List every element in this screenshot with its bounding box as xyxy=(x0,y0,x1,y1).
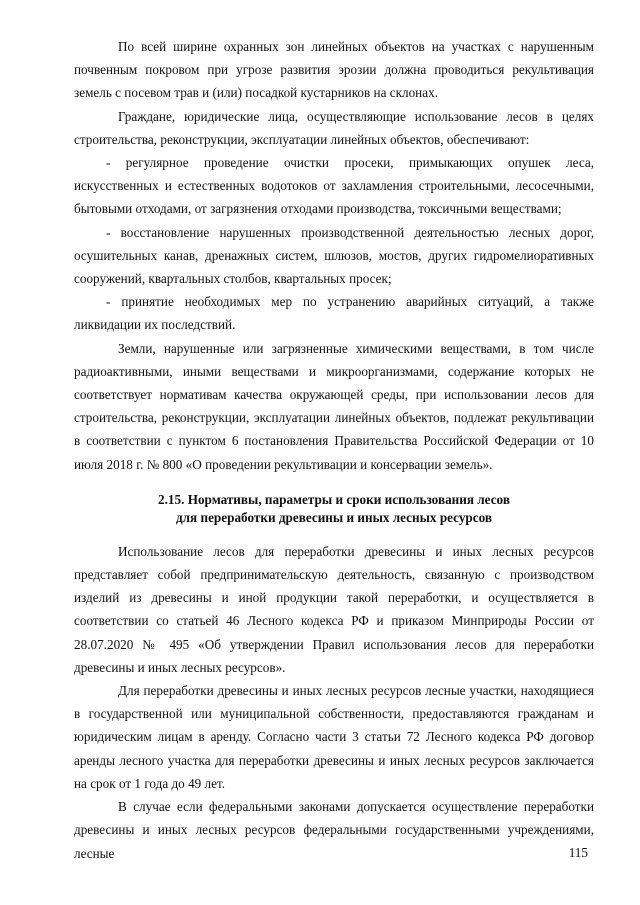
paragraph-citizens-obligations: Граждане, юридические лица, осуществляющие использование лесов в целях строительства, реконструкции, эксплуатации линейных объектов, обеспечивают: xyxy=(74,108,594,147)
section-heading-line-1: 2.15. Нормативы, параметры и сроки использования лесов xyxy=(158,491,510,507)
paragraph-lease-terms: Для переработки древесины и иных лесных ресурсов лесные участки, находящиеся в государственной или муниципальной собственности, предоставляются гражданам и юридическим лицам в аренду. Согласно части 3 статьи 72 Лесного кодекса РФ договор аренды лесного участка для переработки древесины и иных лесных ресурсов заключается на срок от 1 года до 49 лет. xyxy=(74,683,594,791)
paragraph-contaminated-lands: Земли, нарушенные или загрязненные химическими веществами, в том числе радиоактивными, иными веществами и микроорганизмами, содержание которых не соответствует нормативам качества окружающей среды, при использовании лесов для строительства, реконструкции, эксплуатации линейных объектов, подлежат рекультивации в соответствии с пунктом 6 постановления Правительства Российской Федерации от 10 июля 2018 г. № 800 «О проведении рекультивации и консервации земель». xyxy=(74,340,594,472)
document-body xyxy=(74,35,594,865)
list-item-cleaning: - регулярное проведение очистки просеки, примыкающих опушек леса, искусственных и естественных водотоков от захламления строительными, лесосечными, бытовыми отходами, от загрязнения отходами производства, токсичными веществами; xyxy=(74,155,594,217)
paragraph-recultivation-zones: По всей ширине охранных зон линейных объектов на участках с нарушенным почвенным покровом при угрозе развития эрозии должна проводиться рекультивация земель с посевом трав и (или) посадкой кустарников на склонах. xyxy=(74,39,594,101)
section-heading xyxy=(74,491,594,527)
section-heading-line-2: для переработки древесины и иных лесных ресурсов xyxy=(175,509,493,525)
paragraph-wood-processing-definition: Использование лесов для переработки древесины и иных лесных ресурсов представляет собой предпринимательскую деятельность, связанную с производством изделий из древесины и иной продукции такой переработки, и осуществляется в соответствии со статьей 46 Лесного кодекса РФ и приказом Минприроды России от 28.07.2020 № 495 «Об утверждении Правил использования лесов для переработки древесины и иных лесных ресурсов». xyxy=(74,543,594,675)
list-item-emergency: - принятие необходимых мер по устранению аварийных ситуаций, а также ликвидации их последствий. xyxy=(74,294,594,333)
list-item-restoration: - восстановление нарушенных производственной деятельностью лесных дорог, осушительных канав, дренажных систем, шлюзов, мостов, других гидромелиоративных сооружений, квартальных столбов, квартальных просек; xyxy=(74,224,594,287)
page-number: 115 xyxy=(568,845,588,860)
paragraph-federal-institutions: В случае если федеральными законами допускается осуществление переработки древесины и иных лесных ресурсов федеральными государственными учреждениями, лесные xyxy=(74,799,594,861)
